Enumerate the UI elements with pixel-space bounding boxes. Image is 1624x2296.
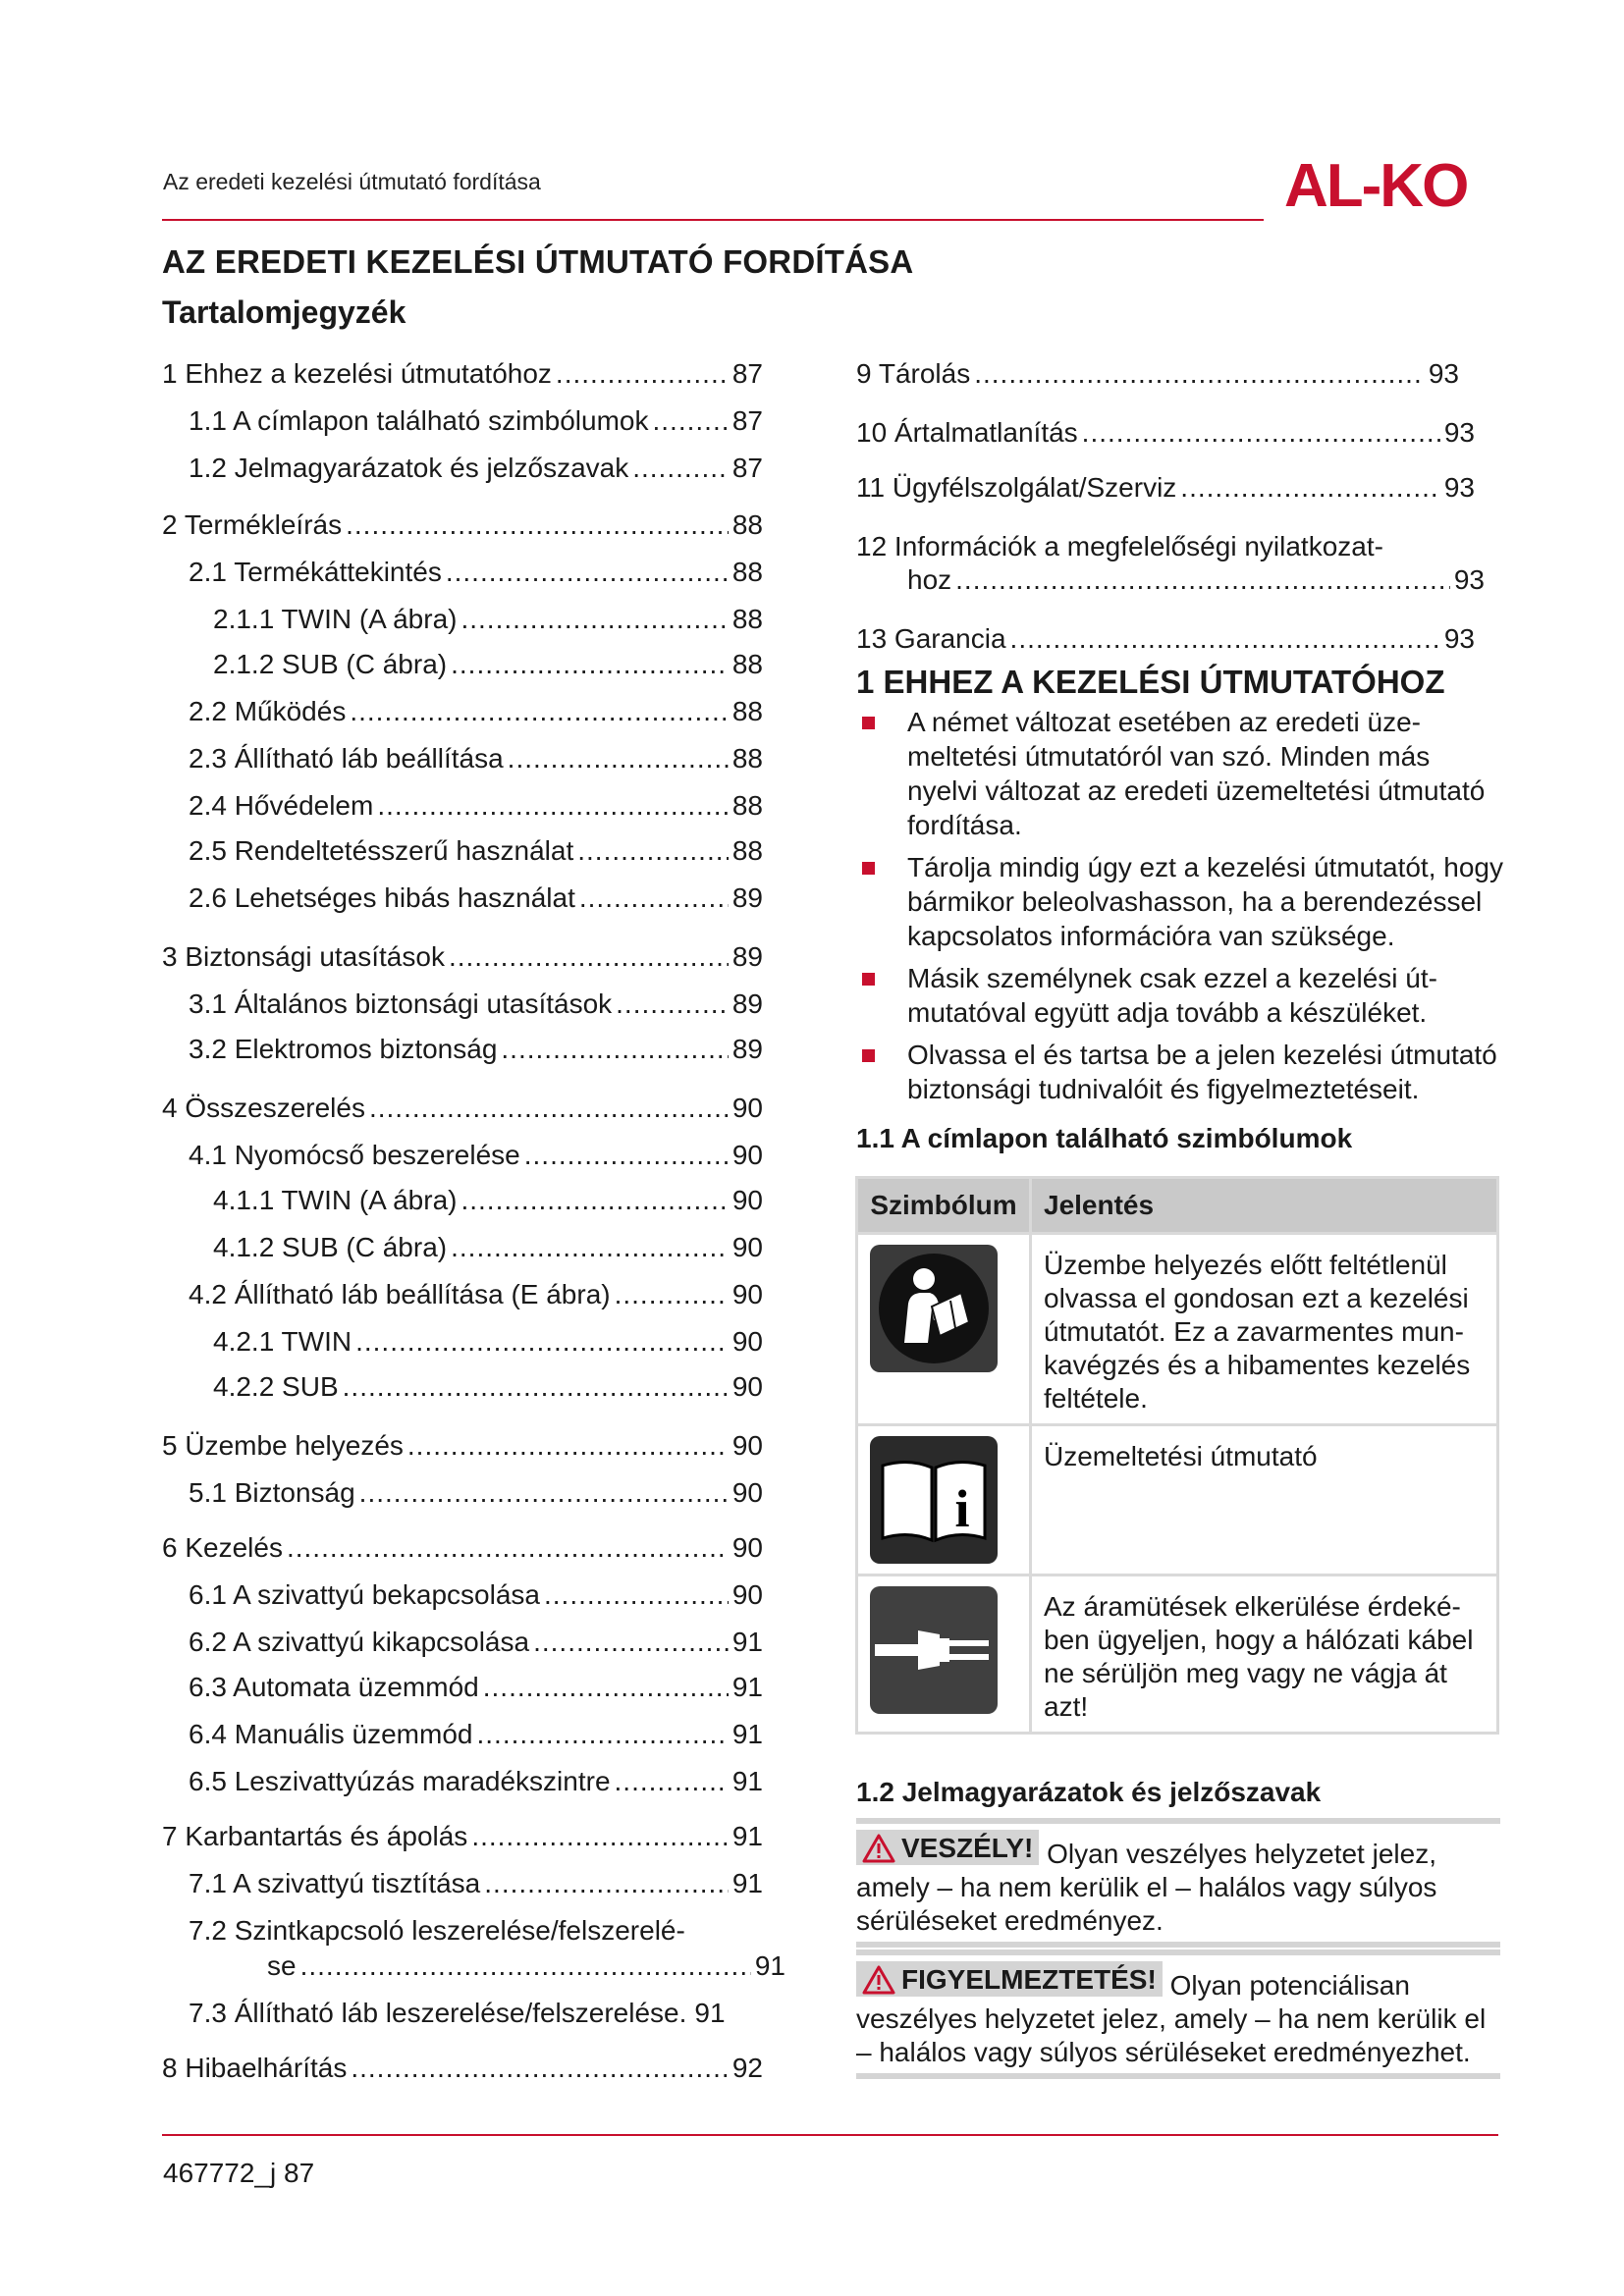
- toc-entry[interactable]: 2.3 Állítható láb beállítása ..... 88: [189, 742, 763, 775]
- table-cell: Üzemeltetési útmutató: [1031, 1425, 1498, 1575]
- toc-entry[interactable]: 4.1.2 SUB (C ábra) ..... 90: [213, 1231, 763, 1264]
- bullet-icon: [862, 1049, 875, 1062]
- bullet-icon: [862, 973, 875, 986]
- toc-entry[interactable]: 5.1 Biztonság ..... 90: [189, 1476, 763, 1510]
- toc-heading: Tartalomjegyzék: [162, 294, 406, 330]
- toc-entry[interactable]: 2 Termékleírás ..... 88: [162, 508, 763, 542]
- svg-text:i: i: [954, 1479, 970, 1538]
- toc-entry[interactable]: 3.2 Elektromos biztonság ..... 89: [189, 1033, 763, 1066]
- header-text: Az eredeti kezelési útmutató fordítása: [163, 169, 541, 194]
- bullet-icon: [862, 717, 875, 729]
- list-item: Olvassa el és tartsa be a jelen kezelési útmutató biztonsági tudnivalóit és figyelmeztetéseit.: [856, 1038, 1504, 1106]
- table-row: [857, 1234, 1498, 1425]
- manual-info-icon: [870, 1436, 998, 1564]
- toc-entry[interactable]: 7.3 Állítható láb leszerelése/felszerelése. 91: [189, 1998, 726, 2028]
- toc-entry[interactable]: 5 Üzembe helyezés ..... 90: [162, 1429, 763, 1463]
- bullet-icon: [862, 862, 875, 875]
- toc-entry[interactable]: 2.2 Működés ..... 88: [189, 695, 763, 728]
- toc-entry[interactable]: 4 Összeszerelés ..... 90: [162, 1092, 763, 1125]
- toc-entry[interactable]: 6 Kezelés ..... 90: [162, 1531, 763, 1565]
- toc-entry[interactable]: 7 Karbantartás és ápolás ..... 91: [162, 1820, 763, 1853]
- toc-entry[interactable]: 9 Tárolás ..... 93: [856, 357, 1459, 391]
- alko-logo: [1284, 155, 1502, 214]
- toc-entry[interactable]: 6.5 Leszivattyúzás maradékszintre ..... 91: [189, 1765, 763, 1798]
- warning-box-warning: [856, 1949, 1500, 2079]
- toc-entry[interactable]: 6.3 Automata üzemmód ..... 91: [189, 1671, 763, 1704]
- table-cell: Üzembe helyezés előtt feltétlenül olvassa el gondosan ezt a kezelési útmutatót. Ez a zavarmentes munkavégzés és a hibamentes kezelés feltétele.: [1031, 1234, 1498, 1425]
- table-row: [857, 1575, 1498, 1734]
- toc-entry-wrapped-line[interactable]: 12 Információk a megfelelőségi nyilatkozat-: [856, 531, 1383, 561]
- toc-entry[interactable]: hoz ..... 93: [907, 563, 1485, 597]
- table-cell: Az áramütések elkerülése érdekében ügyeljen, hogy a hálózati kábel ne sérüljön meg vagy ne vágja át azt!: [1031, 1575, 1498, 1734]
- toc-entry[interactable]: 1.2 Jelmagyarázatok és jelzőszavak ..... 87: [189, 452, 763, 485]
- toc-entry[interactable]: 10 Ártalmatlanítás ..... 93: [856, 416, 1475, 450]
- toc-entry[interactable]: 3 Biztonsági utasítások ..... 89: [162, 940, 763, 974]
- warning-text: Olyan potenciálisan veszélyes helyzetet jelez, amely – ha nem kerülik el – halálos vagy súlyos sérüléseket eredményezhet.: [856, 1970, 1487, 2067]
- toc-entry[interactable]: 11 Ügyfélszolgálat/Szerviz ..... 93: [856, 471, 1475, 505]
- toc-entry[interactable]: 8 Hibaelhárítás ..... 92: [162, 2052, 763, 2085]
- list-item: Tárolja mindig úgy ezt a kezelési útmutatót, hogy bármikor beleolvashasson, ha a berendezéssel kapcsolatos információra van szüksége.: [856, 850, 1504, 953]
- section-title: 1 EHHEZ A KEZELÉSI ÚTMUTATÓHOZ: [856, 664, 1445, 700]
- toc-entry[interactable]: 2.1.2 SUB (C ábra) ..... 88: [213, 648, 763, 681]
- power-plug-icon: [870, 1586, 998, 1714]
- table-header: Szimbólum: [857, 1178, 1031, 1234]
- toc-entry[interactable]: 2.5 Rendeltetésszerű használat ..... 88: [189, 834, 763, 868]
- toc-entry[interactable]: 13 Garancia ..... 93: [856, 622, 1475, 656]
- toc-entry[interactable]: se ..... 91: [267, 1949, 785, 1983]
- toc-entry[interactable]: 4.1.1 TWIN (A ábra) ..... 90: [213, 1184, 763, 1217]
- symbol-table: [855, 1176, 1499, 1735]
- toc-entry-wrapped-line[interactable]: 7.2 Szintkapcsoló leszerelése/felszerelé-: [189, 1915, 685, 1946]
- footer-rule: [162, 2134, 1498, 2136]
- signal-word: FIGYELMEZTETÉS!: [856, 1961, 1163, 1997]
- subsection-title: 1.2 Jelmagyarázatok és jelzőszavak: [856, 1777, 1322, 1807]
- warning-triangle-icon: [862, 1834, 895, 1863]
- read-manual-icon: [870, 1245, 998, 1372]
- bullet-list: [856, 705, 1504, 1114]
- toc-entry[interactable]: 1 Ehhez a kezelési útmutatóhoz ..... 87: [162, 357, 763, 391]
- list-item: Másik személynek csak ezzel a kezelési útmutatóval együtt adja tovább a készüléket.: [856, 961, 1504, 1030]
- toc-entry[interactable]: 4.2.1 TWIN ..... 90: [213, 1325, 763, 1359]
- toc-entry[interactable]: 6.4 Manuális üzemmód ..... 91: [189, 1718, 763, 1751]
- signal-word: VESZÉLY!: [856, 1830, 1039, 1865]
- svg-text:AL-KO: AL-KO: [1284, 155, 1468, 214]
- toc-entry[interactable]: 4.2.2 SUB ..... 90: [213, 1370, 763, 1404]
- toc-entry[interactable]: 4.2 Állítható láb beállítása (E ábra) ..... 90: [189, 1278, 763, 1311]
- toc-entry[interactable]: 2.1 Termékáttekintés ..... 88: [189, 556, 763, 589]
- table-row: [857, 1425, 1498, 1575]
- toc-entry[interactable]: 2.4 Hővédelem ..... 88: [189, 789, 763, 823]
- footer-page-number: 467772_j 87: [163, 2158, 315, 2188]
- table-header: Jelentés: [1031, 1178, 1498, 1234]
- toc-entry[interactable]: 3.1 Általános biztonsági utasítások ..... 89: [189, 988, 763, 1021]
- toc-entry[interactable]: 6.2 A szivattyú kikapcsolása ..... 91: [189, 1626, 763, 1659]
- warning-box-danger: [856, 1818, 1500, 1948]
- warning-text: Olyan veszélyes helyzetet jelez, amely – ha nem kerülik el – halálos vagy súlyos sérüléseket eredményez.: [856, 1839, 1437, 1936]
- list-item: A német változat esetében az eredeti üzemeltetési útmutatóról van szó. Minden más nyelvi változat az eredeti üzemeltetési útmutató fordítása.: [856, 705, 1504, 842]
- page-title: AZ EREDETI KEZELÉSI ÚTMUTATÓ FORDÍTÁSA: [162, 243, 914, 280]
- toc-entry[interactable]: 2.6 Lehetséges hibás használat ..... 89: [189, 881, 763, 915]
- toc-entry[interactable]: 4.1 Nyomócső beszerelése ..... 90: [189, 1139, 763, 1172]
- toc-entry[interactable]: 1.1 A címlapon található szimbólumok ..... 87: [189, 404, 763, 438]
- warning-triangle-icon: [862, 1965, 895, 1995]
- header-rule: [162, 219, 1264, 221]
- toc-entry[interactable]: 7.1 A szivattyú tisztítása ..... 91: [189, 1867, 763, 1900]
- subsection-title: 1.1 A címlapon található szimbólumok: [856, 1123, 1353, 1153]
- toc-entry[interactable]: 6.1 A szivattyú bekapcsolása ..... 90: [189, 1578, 763, 1612]
- toc-entry[interactable]: 2.1.1 TWIN (A ábra) ..... 88: [213, 603, 763, 636]
